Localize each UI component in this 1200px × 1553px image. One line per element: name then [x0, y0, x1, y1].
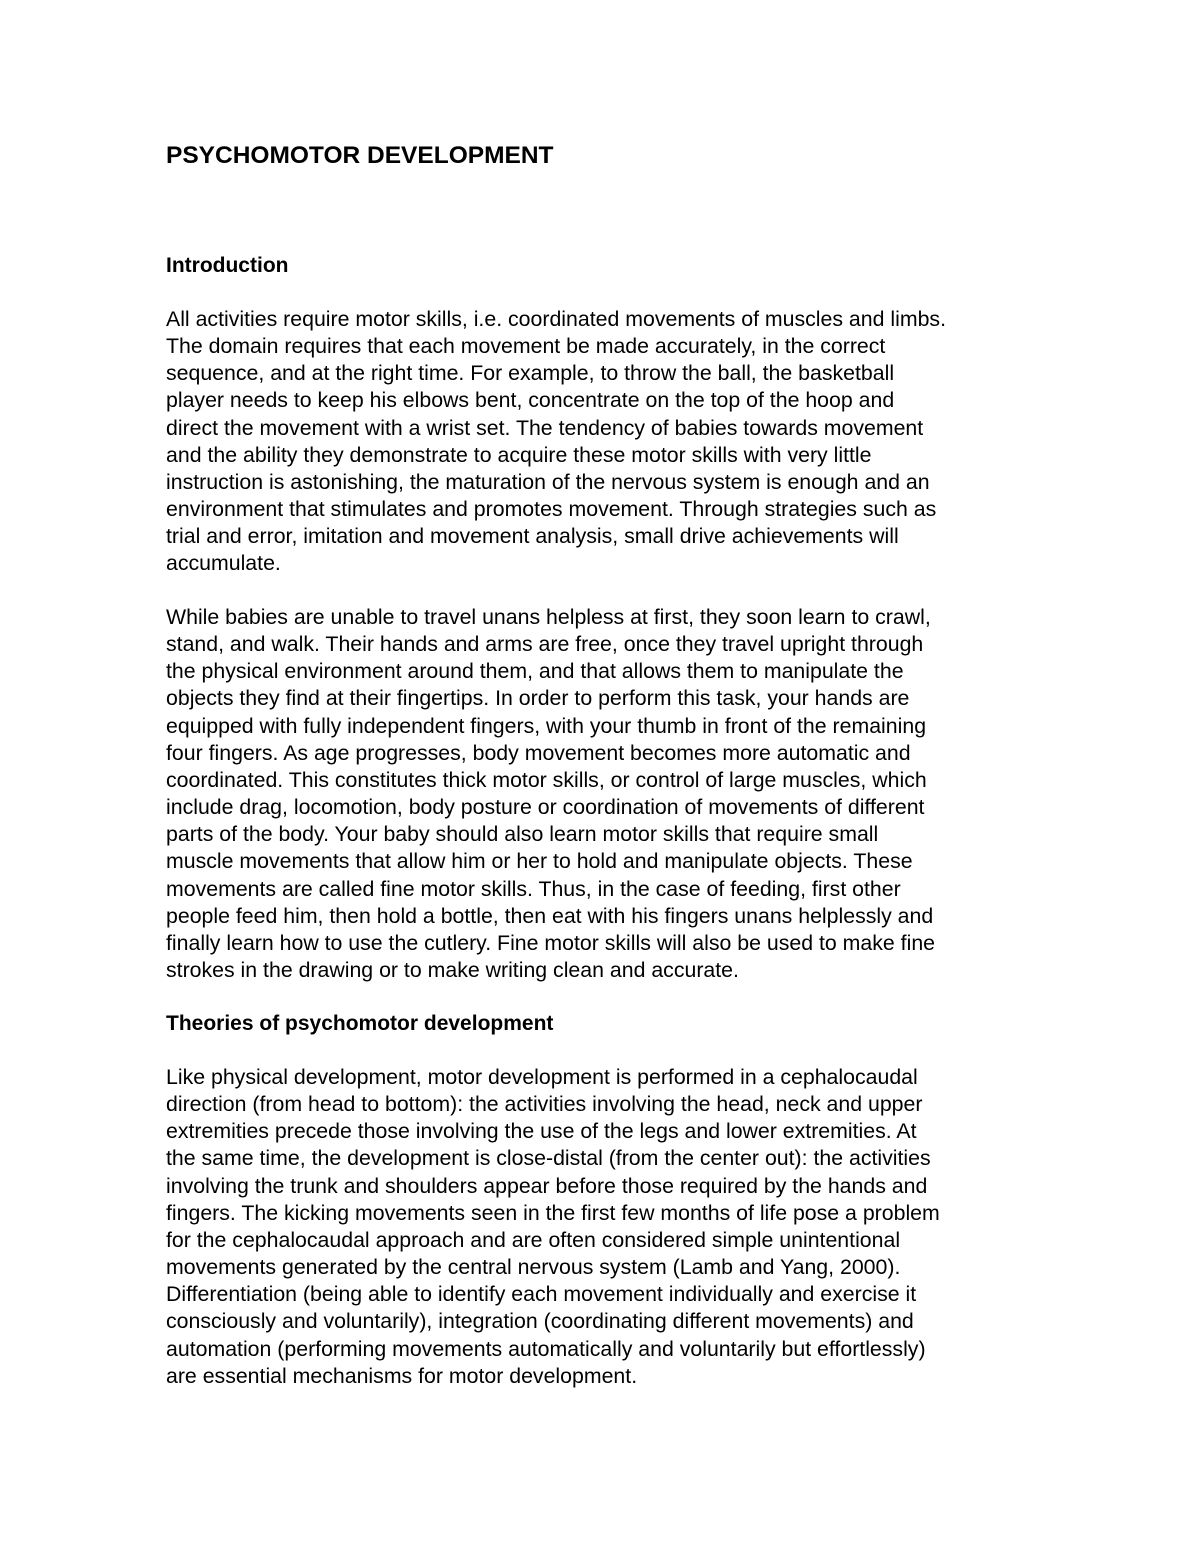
text-line: While babies are unable to travel unans helpless at first, they soon learn to crawl, [166, 605, 931, 629]
text-line: accumulate. [166, 551, 281, 576]
document-title: PSYCHOMOTOR DEVELOPMENT [166, 142, 554, 169]
text-line: All activities require motor skills, i.e. coordinated movements of muscles and limbs. [166, 307, 946, 331]
text-line: fingers. The kicking movements seen in the first few months of life pose a problem [166, 1200, 940, 1225]
text-line: involving the trunk and shoulders appear before those required by the hands and [166, 1173, 928, 1198]
text-line: and the ability they demonstrate to acquire these motor skills with very little [166, 442, 872, 467]
text-line: equipped with fully independent fingers, with your thumb in front of the remaining [166, 713, 927, 738]
text-line: direction (from head to bottom): the activities involving the head, neck and upper [166, 1092, 923, 1117]
text-line: instruction is astonishing, the maturation of the nervous system is enough and an [166, 469, 930, 494]
text-line: extremities precede those involving the use of the legs and lower extremities. At [166, 1119, 917, 1144]
text-line: Like physical development, motor development is performed in a cephalocaudal [166, 1065, 918, 1089]
text-line: the physical environment around them, and that allows them to manipulate the [166, 659, 904, 684]
text-line: coordinated. This constitutes thick motor skills, or control of large muscles, which [166, 767, 927, 792]
text-line: finally learn how to use the cutlery. Fine motor skills will also be used to make fine [166, 930, 936, 955]
text-line: the same time, the development is close-distal (from the center out): the activities [166, 1146, 931, 1171]
text-line: direct the movement with a wrist set. The tendency of babies towards movement [166, 415, 924, 440]
paragraph-intro-2 [166, 604, 935, 984]
text-line: automation (performing movements automatically and voluntarily but effortlessly) [166, 1336, 926, 1361]
text-line: Differentiation (being able to identify each movement individually and exercise it [166, 1282, 917, 1307]
text-line: movements generated by the central nervous system (Lamb and Yang, 2000). [166, 1255, 901, 1280]
paragraph-intro-1 [166, 306, 946, 578]
text-line: consciously and voluntarily), integration (coordinating different movements) and [166, 1309, 914, 1334]
text-line: trial and error, imitation and movement analysis, small drive achievements will [166, 524, 899, 549]
text-line: strokes in the drawing or to make writing clean and accurate. [166, 958, 739, 983]
text-line: include drag, locomotion, body posture or coordination of movements of different [166, 795, 925, 820]
text-line: environment that stimulates and promotes movement. Through strategies such as [166, 497, 937, 522]
section-heading-introduction: Introduction [166, 254, 289, 277]
text-line: for the cephalocaudal approach and are often considered simple unintentional [166, 1227, 901, 1252]
text-line: player needs to keep his elbows bent, concentrate on the top of the hoop and [166, 388, 895, 413]
text-line: objects they find at their fingertips. In order to perform this task, your hands are [166, 686, 910, 711]
text-line: muscle movements that allow him or her to hold and manipulate objects. These [166, 849, 913, 874]
section-heading-theories: Theories of psychomotor development [166, 1012, 554, 1035]
text-line: sequence, and at the right time. For example, to throw the ball, the basketball [166, 361, 895, 386]
text-line: are essential mechanisms for motor development. [166, 1363, 638, 1388]
text-line: movements are called fine motor skills. Thus, in the case of feeding, first other [166, 876, 901, 901]
text-line: people feed him, then hold a bottle, then eat with his fingers unans helplessly and [166, 903, 934, 928]
text-line: four fingers. As age progresses, body movement becomes more automatic and [166, 740, 911, 765]
text-line: stand, and walk. Their hands and arms are free, once they travel upright through [166, 632, 924, 657]
text-line: parts of the body. Your baby should also learn motor skills that require small [166, 822, 879, 847]
paragraph-theories-1 [166, 1064, 940, 1390]
text-line: The domain requires that each movement be made accurately, in the correct [166, 334, 886, 359]
